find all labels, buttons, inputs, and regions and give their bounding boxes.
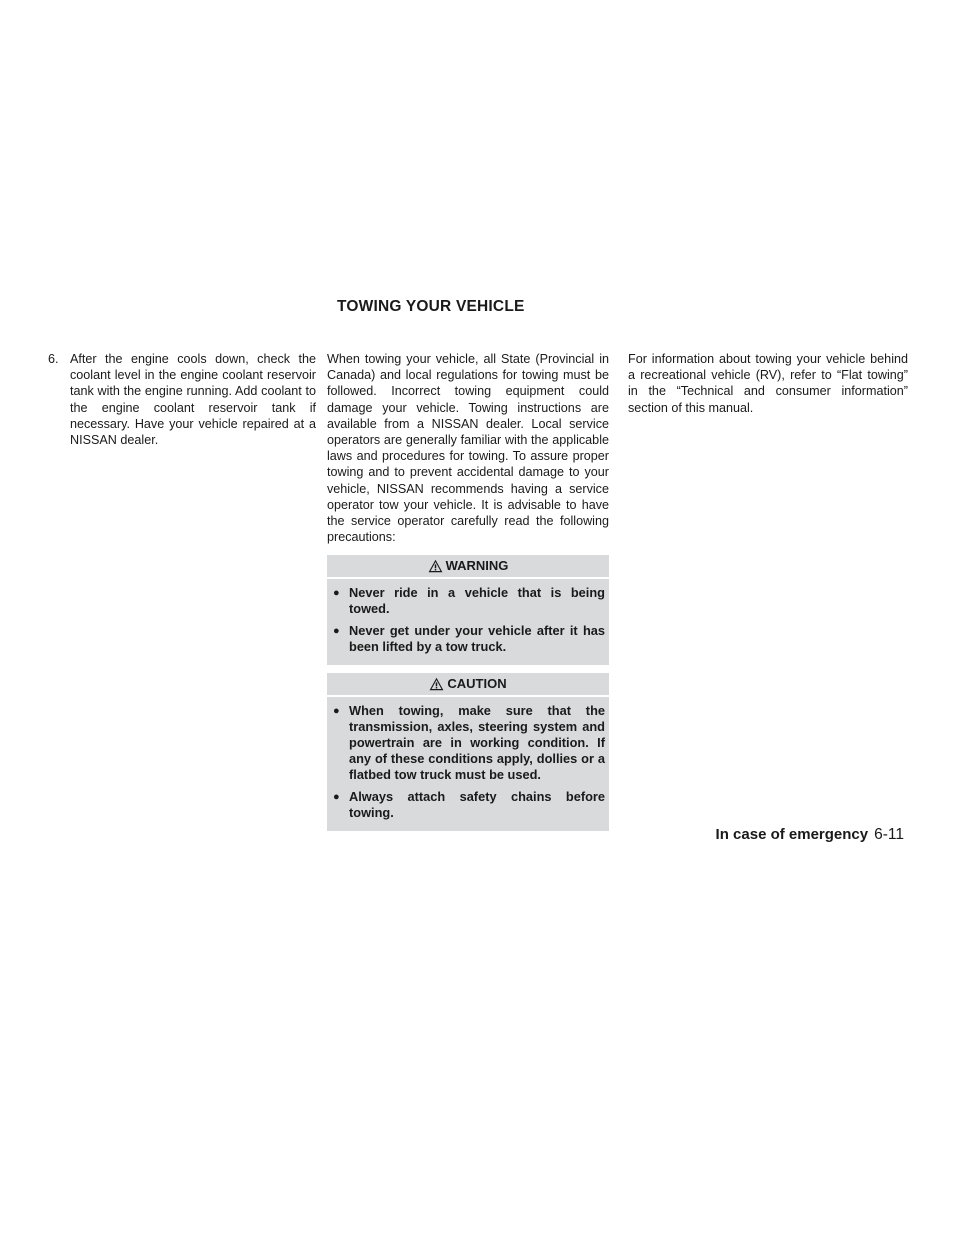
warning-title: WARNING [445,558,509,574]
section-title: TOWING YOUR VEHICLE [337,298,525,315]
step-text: After the engine cools down, check the coolant level in the engine coolant reservoir tank with the engine running. Add coolant to the engine coolant reservoir tank if necessary. Have your vehicle repaired at a NISSAN dealer. [70,352,316,448]
middle-column [327,351,609,831]
caution-item-text: When towing, make sure that the transmission, axles, steering system and powertrain are in working condition. If any of these conditions apply, dollies or a flatbed tow truck must be used. [349,703,605,783]
warning-header [327,555,609,579]
right-column [628,351,908,416]
caution-header [327,673,609,697]
warning-item [333,585,605,617]
caution-box [327,673,609,831]
caution-item [333,789,605,821]
bullet-icon: ● [333,587,340,600]
left-column [48,351,316,448]
warning-item-text: Never get under your vehicle after it has been lifted by a tow truck. [349,623,605,655]
caution-item-text: Always attach safety chains before towing. [349,789,605,821]
caution-item [333,703,605,783]
page-number: 6-11 [874,826,904,843]
bullet-icon: ● [333,705,340,718]
towing-intro: When towing your vehicle, all State (Provincial in Canada) and local regulations for towing must be followed. Incorrect towing equipment could damage your vehicle. Towing instructions are available from a NISSAN dealer. Local service operators are generally familiar with the applicable laws and procedures for towing. To assure proper towing and to prevent accidental damage to your vehicle, NISSAN recommends having a service operator tow your vehicle. It is advisable to have the service operator carefully read the following precautions: [327,352,609,545]
page-footer [716,826,904,844]
caution-icon [429,677,444,691]
step-number: 6. [48,352,59,366]
step-item [48,351,316,448]
warning-icon [428,559,443,573]
bullet-icon: ● [333,625,340,638]
chapter-title: In case of emergency [715,826,869,843]
warning-box [327,555,609,665]
warning-item-text: Never ride in a vehicle that is being towed. [349,585,605,617]
warning-item [333,623,605,655]
bullet-icon: ● [333,791,340,804]
caution-title: CAUTION [447,676,507,692]
flat-towing-reference: For information about towing your vehicle behind a recreational vehicle (RV), refer to “Flat towing” in the “Technical and consumer information” section of this manual. [628,352,908,415]
